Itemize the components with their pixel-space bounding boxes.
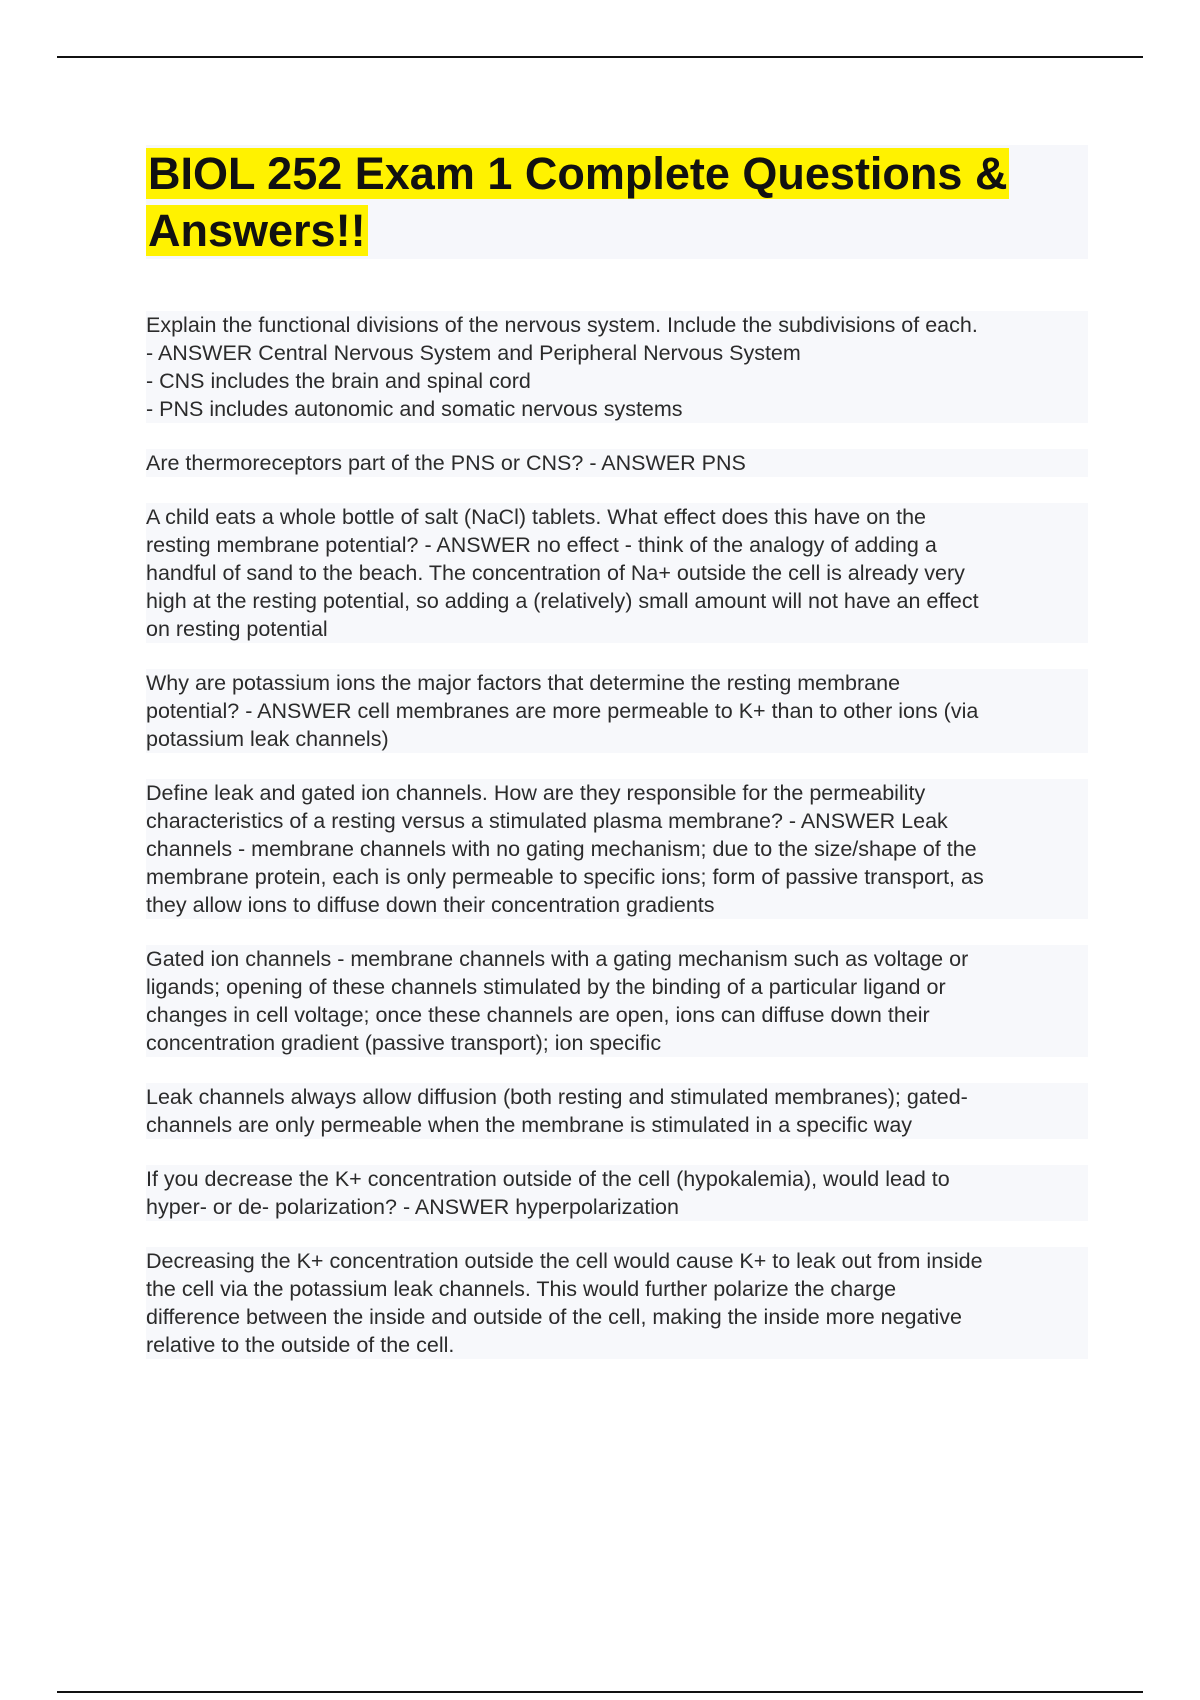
paragraph-line: on resting potential [146, 617, 328, 641]
paragraph-line: difference between the inside and outside of the cell, making the inside more negative [146, 1305, 962, 1329]
paragraph-line: A child eats a whole bottle of salt (NaCl) tablets. What effect does this have on the [146, 505, 927, 529]
paragraph-line: high at the resting potential, so adding a (relatively) small amount will not have an effect [146, 589, 979, 613]
paragraph-line: channels - membrane channels with no gating mechanism; due to the size/shape of the [146, 837, 977, 861]
paragraph-line: Explain the functional divisions of the nervous system. Include the subdivisions of each. [146, 313, 978, 337]
qa-paragraph [146, 1083, 1088, 1139]
paragraph-line: membrane protein, each is only permeable to specific ions; form of passive transport, as [146, 865, 984, 889]
qa-paragraph [146, 945, 1088, 1057]
paragraph-line: potential? - ANSWER cell membranes are more permeable to K+ than to other ions (via [146, 699, 979, 723]
paragraph-line: Define leak and gated ion channels. How are they responsible for the permeability [146, 781, 926, 805]
qa-list [146, 311, 1088, 1359]
paragraph-line: resting membrane potential? - ANSWER no effect - think of the analogy of adding a [146, 533, 937, 557]
highlighted-title-text: BIOL 252 Exam 1 Complete Questions & Answers!! [148, 148, 1008, 256]
paragraph-line: Why are potassium ions the major factors that determine the resting membrane [146, 671, 901, 695]
paragraph-line: hyper- or de- polarization? - ANSWER hyperpolarization [146, 1195, 679, 1219]
paragraph-line: Gated ion channels - membrane channels with a gating mechanism such as voltage or [146, 947, 969, 971]
paragraph-line: ligands; opening of these channels stimulated by the binding of a particular ligand or [146, 975, 946, 999]
qa-paragraph [146, 449, 1088, 477]
document-title [146, 145, 1088, 259]
paragraph-line: Are thermoreceptors part of the PNS or CNS? - ANSWER PNS [146, 451, 746, 475]
qa-paragraph [146, 1165, 1088, 1221]
title-block [146, 145, 1088, 259]
qa-paragraph [146, 503, 1088, 643]
paragraph-line: concentration gradient (passive transport); ion specific [146, 1031, 662, 1055]
paragraph-line: potassium leak channels) [146, 727, 389, 751]
paragraph-line: characteristics of a resting versus a stimulated plasma membrane? - ANSWER Leak [146, 809, 948, 833]
paragraph-line: they allow ions to diffuse down their concentration gradients [146, 893, 715, 917]
qa-paragraph [146, 779, 1088, 919]
paragraph-line: - CNS includes the brain and spinal cord [146, 369, 531, 393]
paragraph-line: changes in cell voltage; once these channels are open, ions can diffuse down their [146, 1003, 930, 1027]
qa-paragraph [146, 311, 1088, 423]
paragraph-line: - PNS includes autonomic and somatic nervous systems [146, 397, 683, 421]
document-page [146, 145, 1088, 1385]
paragraph-line: Decreasing the K+ concentration outside the cell would cause K+ to leak out from inside [146, 1249, 983, 1273]
paragraph-line: channels are only permeable when the membrane is stimulated in a specific way [146, 1113, 913, 1137]
top-rule [57, 56, 1143, 58]
paragraph-line: the cell via the potassium leak channels. This would further polarize the charge [146, 1277, 897, 1301]
paragraph-line: relative to the outside of the cell. [146, 1333, 455, 1357]
qa-paragraph [146, 669, 1088, 753]
paragraph-line: Leak channels always allow diffusion (both resting and stimulated membranes); gated- [146, 1085, 968, 1109]
paragraph-line: handful of sand to the beach. The concentration of Na+ outside the cell is already very [146, 561, 965, 585]
qa-paragraph [146, 1247, 1088, 1359]
bottom-rule [57, 1691, 1143, 1693]
paragraph-line: If you decrease the K+ concentration outside of the cell (hypokalemia), would lead to [146, 1167, 950, 1191]
paragraph-line: - ANSWER Central Nervous System and Peripheral Nervous System [146, 341, 801, 365]
